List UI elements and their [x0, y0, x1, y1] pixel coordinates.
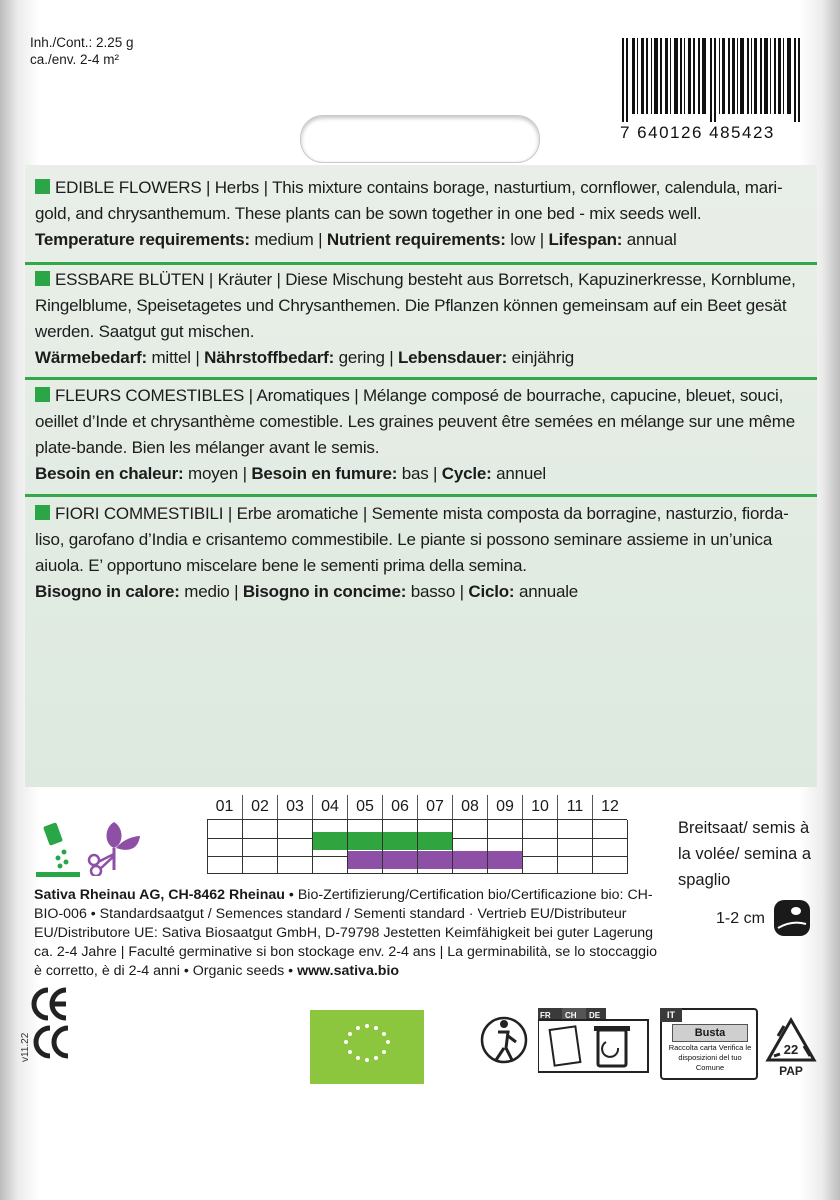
- calendar-month: 03: [277, 795, 312, 819]
- calendar-month: 01: [215, 798, 234, 815]
- pap-number: 22: [783, 1042, 799, 1057]
- calendar-grid-column: [417, 820, 418, 874]
- green-square-icon: [35, 387, 50, 402]
- label-lebensdauer: Lebensdauer:: [397, 348, 508, 367]
- section-divider: [25, 494, 817, 497]
- country-ch: CH: [565, 1011, 577, 1020]
- value-lifespan: annual: [626, 230, 677, 249]
- barcode-number: 7 640126 485423: [620, 123, 775, 142]
- sowing-depth: 1-2 cm: [716, 910, 765, 927]
- heading-german: ESSBARE BLÜTEN: [55, 270, 205, 289]
- label-temperature: Temperature requirements:: [35, 230, 250, 249]
- green-square-icon: [35, 505, 50, 520]
- country-fr: FR: [540, 1011, 551, 1020]
- sowing-method: Breitsaat/ semis à la volée/ semina a spaglio: [678, 819, 811, 889]
- barcode: [620, 38, 822, 142]
- seed-depth-icon: [772, 898, 812, 938]
- website-link[interactable]: www.sativa.bio: [297, 963, 400, 979]
- calendar-month: 05: [347, 795, 382, 819]
- label-cycle: Cycle:: [441, 464, 492, 483]
- label-waermebedarf: Wärmebedarf:: [35, 348, 147, 367]
- version-label: v11.22: [20, 1032, 31, 1062]
- recycling-bin-icon: [538, 1008, 650, 1074]
- heading-french: FLEURS COMESTIBLES: [55, 386, 245, 405]
- body-german: Diese Mischung besteht aus Borretsch, Kapuzinerkresse, Kornblume, Ringelblume, Speisetagetes und Chrysanthemen. Die Pflanzen können gemeinsam auf ein Beet gesät werden. Saatgut gut mischen.: [35, 270, 796, 341]
- section-german: ESSBARE BLÜTEN | Kräuter | Diese Mischung besteht aus Borretsch, Kapuzinerkresse, Kornblume, Ringelblume, Speisetagetes und Chrysanthemen. Die Pflanzen können gemeinsam auf ein Beet gesät werden. Saatgut gut mischen. Wärmebedarf: mittel | Nährstoffbedarf: gering | Lebensdauer: einjährig: [35, 270, 796, 367]
- body-italian: Semente mista composta da borragine, nasturzio, fiorda-liso, garofano d’India e crisantemo commestibile. Le piante si possono seminare assieme in un’unica aiuola. E’ opportuno miscelare bene le sementi prima della semina.: [35, 504, 789, 575]
- company-info: [34, 886, 662, 981]
- label-fumure: Besoin en fumure:: [251, 464, 398, 483]
- section-french: FLEURS COMESTIBLES | Aromatiques | Mélange composé de bourrache, capucine, bleuet, souci, oeillet d’Inde et chrysanthème comestible. Les graines peuvent être semées en mélange sur une même plate-bande. Bien les mélanger avant le semis. Besoin en chaleur: moyen | Besoin en fumure: bas | Cycle: annuel: [35, 386, 796, 483]
- calendar-month: 10: [522, 795, 557, 819]
- calendar-months: [207, 795, 627, 819]
- pap-label: PAP: [779, 1064, 803, 1078]
- calendar-grid-column: [312, 820, 313, 874]
- company-certification-text: • Bio-Zertifizierung/Certification bio/Certificazione bio: CH-BIO-006 • Standardsaatgut / Semences standard / Sementi standard · Vertrieb EU/Distributeur EU/Distributore UE: Sativa Biosaatgut GmbH, D-79798 Jestetten Keimfähigkeit bei guter Lagerung ca. 2-4 Jahre | Faculté germinative si bon stockage env. 2-4 ans | La germinabilità, se lo stoccaggio è corretto, è di 2-4 anni • Organic seeds •: [34, 887, 658, 979]
- section-divider: [25, 377, 817, 380]
- calendar-grid-column: [277, 820, 278, 874]
- value-fumure: bas: [401, 464, 429, 483]
- green-square-icon: [35, 179, 50, 194]
- value-cycle: annuel: [496, 464, 546, 483]
- heading-english: EDIBLE FLOWERS: [55, 178, 202, 197]
- calendar-grid-column: [487, 820, 488, 874]
- section-english: EDIBLE FLOWERS | Herbs | This mixture contains borage, nasturtium, cornflower, calendula, mari-gold, and chrysanthemum. These plants can be sown together in one bed - mix seeds well. Temperature requirements: medium | Nutrient requirements: low | Lifespan: annual: [35, 178, 783, 249]
- sowing-hand-icon: [34, 822, 84, 878]
- sowing-calendar: [207, 795, 627, 819]
- hang-hole: [300, 115, 540, 163]
- label-concime: Bisogno in concime:: [242, 582, 407, 601]
- flowering-period-bar: [347, 851, 522, 869]
- calendar-grid-column: [207, 820, 208, 874]
- label-naehrstoffbedarf: Nährstoffbedarf:: [204, 348, 335, 367]
- pap-recycling-icon: [764, 1016, 818, 1078]
- calendar-month: 11: [557, 795, 592, 819]
- calendar-month: 06: [382, 795, 417, 819]
- ce-mark-label: CE: [28, 982, 30, 983]
- busta-country: IT: [660, 1008, 682, 1022]
- value-nutrient: low: [510, 230, 536, 249]
- category-italian: Erbe aromatiche: [236, 504, 359, 523]
- calendar-grid: [207, 819, 627, 874]
- calendar-month: 12: [592, 795, 627, 819]
- label-calore: Bisogno in calore:: [35, 582, 180, 601]
- net-weight: Inh./Cont.: 2.25 g: [30, 35, 134, 50]
- harvest-scissors-icon: [86, 814, 142, 876]
- net-content: [30, 34, 180, 68]
- calendar-grid-column: [592, 820, 593, 874]
- value-calore: medio: [184, 582, 230, 601]
- barcode-bars: [622, 38, 800, 122]
- calendar-month: 02: [242, 795, 277, 819]
- recycling-person-icon: [480, 1010, 534, 1070]
- description-panel: [25, 165, 817, 787]
- category-french: Aromatiques: [256, 386, 350, 405]
- value-ciclo: annuale: [518, 582, 579, 601]
- company-name: Sativa Rheinau AG, CH-8462 Rheinau: [34, 887, 285, 903]
- label-ciclo: Ciclo:: [468, 582, 515, 601]
- calendar-grid-column: [382, 820, 383, 874]
- coverage-area: ca./env. 2-4 m²: [30, 52, 120, 67]
- eu-organic-leaf-icon: [310, 1010, 424, 1084]
- value-waermebedarf: mittel: [151, 348, 191, 367]
- calendar-grid-column: [522, 820, 523, 874]
- label-chaleur: Besoin en chaleur:: [35, 464, 184, 483]
- value-lebensdauer: einjährig: [511, 348, 575, 367]
- eu-organic-leaf-logo: [310, 1010, 424, 1084]
- category-english: Herbs: [214, 178, 260, 197]
- calendar-month: 09: [487, 795, 522, 819]
- calendar-grid-column: [627, 820, 628, 874]
- category-german: Kräuter: [217, 270, 272, 289]
- section-italian: FIORI COMMESTIBILI | Erbe aromatiche | Semente mista composta da borragine, nasturzio, fiorda-liso, garofano d’India e crisantemo commestibile. Le piante si possono seminare assieme in un’unica aiuola. E’ opportuno miscelare bene le sementi prima della semina. Bisogno in calore: medio | Bisogno in concime: basso | Ciclo: annuale: [35, 504, 789, 601]
- busta-title: Busta: [672, 1024, 748, 1042]
- value-naehrstoffbedarf: gering: [338, 348, 385, 367]
- value-temperature: medium: [254, 230, 314, 249]
- calendar-month: 08: [452, 795, 487, 819]
- calendar-grid-column: [452, 820, 453, 874]
- calendar-grid-column: [557, 820, 558, 874]
- calendar-grid-column: [347, 820, 348, 874]
- calendar-month: 04: [312, 795, 347, 819]
- calendar-month: 07: [417, 795, 452, 819]
- label-nutrient: Nutrient requirements:: [326, 230, 506, 249]
- section-divider: [25, 262, 817, 265]
- italian-disposal-label: [660, 1008, 758, 1080]
- green-square-icon: [35, 271, 50, 286]
- busta-instructions: Raccolta carta Verifica le disposizioni del tuo Comune: [668, 1043, 752, 1072]
- ce-mark-icon: [28, 982, 74, 1082]
- body-french: Mélange composé de bourrache, capucine, bleuet, souci, oeillet d’Inde et chrysanthème comestible. Les graines peuvent être semées en mélange sur une même plate-bande. Bien les mélanger avant le semis.: [35, 386, 796, 457]
- heading-italian: FIORI COMMESTIBILI: [55, 504, 224, 523]
- label-lifespan: Lifespan:: [548, 230, 623, 249]
- body-english: This mixture contains borage, nasturtium, cornflower, calendula, mari-gold, and chrysanthemum. These plants can be sown together in one bed - mix seeds well.: [35, 178, 783, 223]
- calendar-grid-column: [242, 820, 243, 874]
- value-concime: basso: [410, 582, 456, 601]
- country-de: DE: [589, 1011, 601, 1020]
- value-chaleur: moyen: [188, 464, 239, 483]
